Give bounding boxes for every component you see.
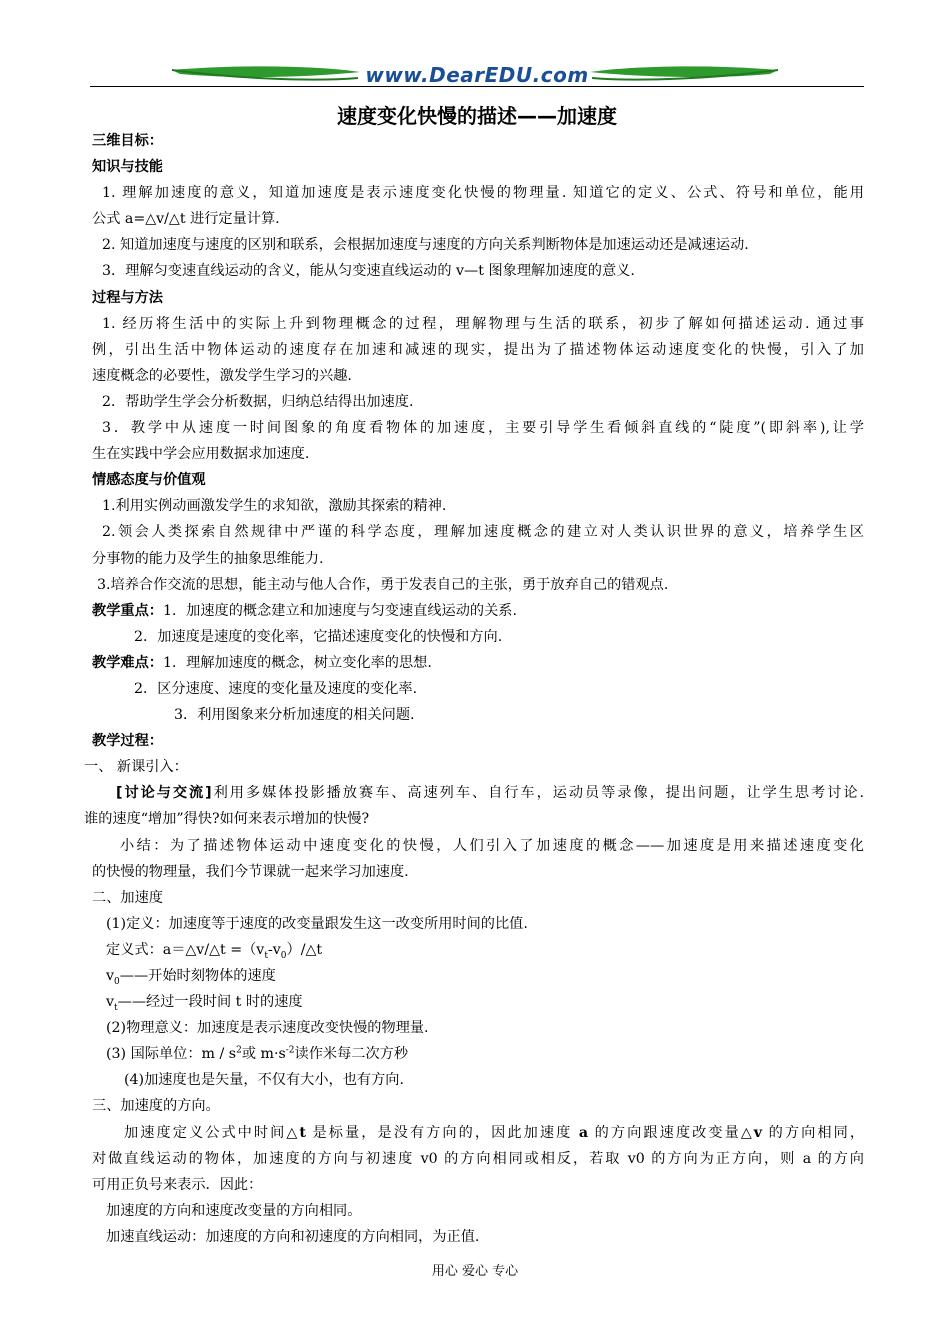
line-text: 一、 新课引入： [84,759,188,776]
page-title: 速度变化快慢的描述——加速度 [337,104,617,128]
text-line [84,1146,864,1172]
text-line [84,1120,864,1146]
text-line [84,650,864,676]
line-text: $v_t——$经过一段时间 t 时的速度 [106,994,303,1013]
text-line [84,806,864,832]
text-line [84,441,864,467]
line-text: 加速度的方向和速度改变量的方向相同。 [106,1202,362,1219]
site-url: www.DearEDU.com [365,63,589,87]
text-line [84,337,864,363]
text-line [84,1198,864,1224]
text-line [84,833,864,859]
line-text: 2．加速度是速度的变化率，它描述速度变化的快慢和方向. [134,628,503,645]
line-text: 1．加速度的概念建立和加速度与匀变速直线运动的关系. [162,602,517,619]
text-line [84,311,864,337]
text-line [84,493,864,519]
line-text: (4)加速度也是矢量，不仅有大小，也有方向. [124,1072,404,1089]
text-line [84,258,864,284]
line-text: 谁的速度“增加”得快?如何来表示增加的快慢? [84,811,370,828]
line-text: 3．教学中从速度一时间图象的角度看物体的加速度，主要引导学生看倾斜直线的“陡度”(即斜率),让学 [102,420,864,437]
text-line [84,546,864,572]
line-text: 生在实践中学会应用数据求加速度. [92,446,310,463]
line-text: 的快慢的物理量，我们今节课就一起来学习加速度. [92,863,409,880]
text-line [84,624,864,650]
text-line [84,937,864,963]
text-line [84,754,864,780]
line-text: $v_0——$开始时刻物体的速度 [106,968,276,987]
line-text: 3．利用图象来分析加速度的相关问题. [174,707,415,724]
text-line [84,598,864,624]
line-text: 定义式：a＝△v/△t $=(v_t-v_0)/\triangle t$ [106,941,323,961]
text-line [84,1093,864,1119]
line-text: 例，引出生活中物体运动的速度存在加速和减速的现实，提出为了描述物体运动速度变化的快慢，引入了加 [92,341,864,358]
text-line [84,1172,864,1198]
line-text: 二、加速度 [92,889,163,906]
text-line [84,180,864,206]
text-line [84,519,864,545]
text-line [84,415,864,441]
line-text: 1.利用实例动画激发学生的求知欲，激励其探索的精神. [102,498,447,515]
text-line [84,1041,864,1067]
line-text: 分事物的能力及学生的抽象思维能力. [92,550,324,567]
text-line [84,780,864,806]
text-line [84,702,864,728]
line-text: 可用正负号来表示．因此： [92,1176,263,1193]
line-text: 2．帮助学生学会分析数据，归纳总结得出加速度. [102,393,414,410]
line-text: (2)物理意义：加速度是表示速度改变快慢的物理量. [106,1020,429,1037]
line-text: 3.培养合作交流的思想，能主动与他人合作，勇于发表自己的主张，勇于放弃自己的错观点. [97,576,669,593]
line-text: 三、加速度的方向。 [92,1098,220,1115]
line-text: 过程与方法 [92,289,163,306]
inline-label: 教学重点： [92,602,163,619]
section-heading [84,728,864,754]
line-text: 1. 经历将生活中的实际上升到物理概念的过程，理解物理与生活的联系，初步了解如何描述运动. 通过事 [102,315,864,332]
text-line [84,572,864,598]
line-text: 速度概念的必要性，激发学生学习的兴趣. [92,367,352,384]
line-text: 对做直线运动的物体，加速度的方向与初速度 v0 的方向相同或相反，若取 v0 的方向为正方向，则 a 的方向 [92,1150,864,1167]
line-text: 1．理解加速度的概念，树立变化率的思想. [162,654,432,671]
section-heading [84,154,864,180]
line-text: 1. 理解加速度的意义，知道加速度是表示速度变化快慢的物理量. 知道它的定义、公式、符号和单位，能用 [102,185,864,202]
line-text: 利用多媒体投影播放赛车、高速列车、自行车，运动员等录像，提出问题，让学生思考讨论. [211,785,864,802]
section-heading [84,128,864,154]
text-line [84,232,864,258]
text-line [84,859,864,885]
line-text: 小结：为了描述物体运动中速度变化的快慢，人们引入了加速度的概念——加速度是用来描述速度变化 [120,837,864,854]
text-line [84,1015,864,1041]
text-line [84,363,864,389]
document-body [84,128,864,1250]
text-line [84,676,864,702]
header-divider [90,86,864,87]
line-text: (1)定义：加速度等于速度的改变量跟发生这一改变所用时间的比值. [106,915,528,932]
section-heading [84,467,864,493]
section-heading [84,285,864,311]
line-text: 2．区分速度、速度的变化量及速度的变化率. [134,680,418,697]
inline-label: 教学难点： [92,654,163,671]
page-footer: 用心 爱心 专心 [431,1264,519,1279]
line-text: 2. 知道加速度与速度的区别和联系，会根据加速度与速度的方向关系判断物体是加速运动还是减速运动. [102,237,749,254]
text-line [84,1224,864,1250]
text-line [84,989,864,1015]
text-line [84,1067,864,1093]
text-line [84,963,864,989]
line-text: 加速直线运动：加速度的方向和初速度的方向相同，为正值. [106,1228,480,1245]
text-line [84,885,864,911]
line-text: 公式 a=△v/△t 进行定量计算. [92,211,280,228]
line-text: 知识与技能 [92,159,163,176]
line-text: 加速度定义公式中时间△t 是标量，是没有方向的，因此加速度 a 的方向跟速度改变量△v 的方向相同， [124,1124,864,1141]
text-line [84,206,864,232]
line-text: 教学过程： [92,733,163,750]
text-line [84,911,864,937]
line-text: 3．理解匀变速直线运动的含义，能从匀变速直线运动的 v—t 图象理解加速度的意义. [102,263,635,280]
inline-label: [讨论与交流] [116,785,212,802]
line-text: 2.领会人类探索自然规律中严谨的科学态度，理解加速度概念的建立对人类认识世界的意义，培养学生区 [102,524,864,541]
line-text: (3) 国际单位：m / $s^2$或 $m\cdot s^{-2}$读作米每二次方秒 [106,1045,409,1063]
text-line [84,389,864,415]
site-banner [90,60,864,92]
line-text: 三维目标： [92,133,163,149]
line-text: 情感态度与价值观 [92,472,206,489]
